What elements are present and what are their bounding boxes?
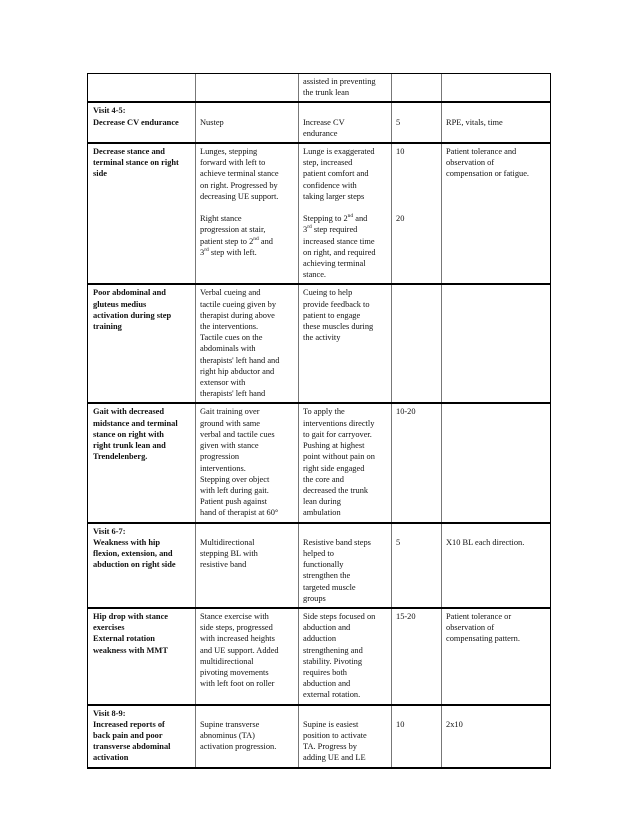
table-row <box>87 142 551 283</box>
cell-line: adduction <box>303 634 337 644</box>
cell-line: activation during step <box>93 310 172 320</box>
cell-line: Lunges, stepping <box>200 147 258 157</box>
cell-line: on right. Progressed by <box>200 180 278 190</box>
problem-cell <box>88 706 196 767</box>
cell-spacer <box>200 708 294 719</box>
cell-line: Nustep <box>200 117 224 127</box>
cell-line: Supine transverse <box>200 719 260 729</box>
intervention-cell <box>196 74 299 101</box>
cell-line: Weakness with hip <box>93 537 161 547</box>
cell-spacer <box>446 526 548 537</box>
cell-line: patient to engage <box>303 310 361 320</box>
cell-line: position to activate <box>303 730 367 740</box>
minutes-cell <box>392 609 442 704</box>
intervention-cell <box>196 404 299 521</box>
cell-spacer <box>396 526 437 537</box>
cell-line: abduction and <box>303 623 351 633</box>
progression-cell <box>442 706 552 767</box>
cell-line: midstance and terminal <box>93 418 178 428</box>
cell-line: requires both <box>303 667 347 677</box>
cell-spacer <box>446 708 548 719</box>
cell-line: abduction and <box>303 679 351 689</box>
cell-line: right side engaged <box>303 463 365 473</box>
cell-line: on right, and required <box>303 247 376 257</box>
minutes-cell <box>392 74 442 101</box>
table-row <box>87 101 551 142</box>
cell-line: given with stance <box>200 441 259 451</box>
cell-line <box>396 191 437 202</box>
cell-line: endurance <box>303 128 338 138</box>
cell-line: activation progression. <box>200 742 277 752</box>
cell-line: provide feedback to <box>303 299 370 309</box>
cell-line: therapists' left hand and <box>200 355 280 365</box>
cell-line: verbal and tactile cues <box>200 429 275 439</box>
minutes-cell <box>392 144 442 283</box>
cell-line: Side steps focused on <box>303 611 376 621</box>
cell-line: 5 <box>396 537 401 547</box>
cell-line: terminal stance on right <box>93 158 179 168</box>
cell-line: pivoting movements <box>200 667 269 677</box>
cell-line: Patient tolerance and <box>446 147 517 157</box>
cell-line: external rotation. <box>303 690 361 700</box>
cell-line: right trunk lean and <box>93 441 166 451</box>
cell-spacer <box>200 105 294 116</box>
visit-label: Visit 6-7: <box>93 526 126 536</box>
cell-line: the activity <box>303 333 341 343</box>
cell-line: therapist during above <box>200 310 275 320</box>
cell-line: resistive band <box>200 560 247 570</box>
cell-line: hand of therapist at 60° <box>200 508 279 518</box>
progression-cell <box>442 609 552 704</box>
problem-cell <box>88 285 196 402</box>
visit-label: Visit 8-9: <box>93 708 126 718</box>
cell-line: 3rd step required <box>303 224 358 235</box>
intervention-cell <box>196 706 299 767</box>
cell-line: Patient tolerance or <box>446 611 512 621</box>
cell-line: RPE, vitals, time <box>446 117 503 127</box>
cell-line: ambulation <box>303 508 341 518</box>
cell-line: lean during <box>303 497 341 507</box>
cell-line: observation of <box>446 158 495 168</box>
cell-line: Patient push against <box>200 497 267 507</box>
cell-line: the core and <box>303 474 344 484</box>
cell-line: X10 BL each direction. <box>446 537 525 547</box>
cell-line: TA. Progress by <box>303 742 357 752</box>
cell-line: multidirectional <box>200 656 254 666</box>
cell-line: exercises <box>93 623 125 633</box>
table-row <box>87 607 551 704</box>
progression-cell <box>442 404 552 521</box>
cell-line: achieve terminal stance <box>200 169 279 179</box>
cell-line: weakness with MMT <box>93 645 168 655</box>
cell-line: forward with left to <box>200 158 266 168</box>
cell-line: and UE support. Added <box>200 645 279 655</box>
table-row <box>87 522 551 607</box>
minutes-cell <box>392 285 442 402</box>
cell-line: side steps, progressed <box>200 623 273 633</box>
intervention-cell <box>196 144 299 283</box>
progression-cell <box>442 103 552 142</box>
cell-line: Trendelenberg. <box>93 452 148 462</box>
cell-line: ground with same <box>200 418 261 428</box>
rationale-cell <box>299 144 392 283</box>
cell-line: the trunk lean <box>303 88 350 98</box>
table-bottom-border <box>87 767 551 769</box>
cell-line: Decrease CV endurance <box>93 117 179 127</box>
cell-line: Right stance <box>200 214 242 224</box>
problem-cell <box>88 609 196 704</box>
table-row <box>87 402 551 521</box>
cell-line: stepping BL with <box>200 548 258 558</box>
cell-line: Stance exercise with <box>200 611 269 621</box>
problem-cell <box>88 404 196 521</box>
cell-line: assisted in preventing <box>303 77 376 86</box>
problem-cell <box>88 103 196 142</box>
intervention-cell <box>196 285 299 402</box>
rationale-cell <box>299 609 392 704</box>
visit-label: Visit 4-5: <box>93 106 126 116</box>
rationale-cell <box>299 404 392 521</box>
cell-line: Resistive band steps <box>303 537 371 547</box>
rationale-cell <box>299 524 392 607</box>
cell-line: stance on right with <box>93 429 164 439</box>
cell-line <box>200 202 294 213</box>
cell-line: activation <box>93 753 129 763</box>
cell-line: 5 <box>396 117 401 127</box>
problem-cell <box>88 144 196 283</box>
cell-line: flexion, extension, and <box>93 548 173 558</box>
cell-line: the interventions. <box>200 322 259 332</box>
minutes-cell <box>392 103 442 142</box>
cell-line <box>396 168 437 179</box>
table-row <box>87 283 551 402</box>
cell-line: Supine is easiest <box>303 719 359 729</box>
cell-line: achieving terminal <box>303 259 366 269</box>
cell-line: progression <box>200 452 240 462</box>
cell-line <box>396 180 437 191</box>
cell-line: abnominus (TA) <box>200 730 255 740</box>
cell-line: 10-20 <box>396 407 416 417</box>
cell-line: interventions. <box>200 463 246 473</box>
rationale-cell <box>299 74 392 101</box>
progression-cell <box>442 144 552 283</box>
cell-line: Hip drop with stance <box>93 611 168 621</box>
cell-line: compensating pattern. <box>446 634 520 644</box>
cell-spacer <box>303 708 387 719</box>
minutes-cell <box>392 706 442 767</box>
progression-cell <box>442 524 552 607</box>
cell-line <box>396 157 437 168</box>
cell-line <box>303 202 387 213</box>
cell-line: To apply the <box>303 407 345 417</box>
cell-line: strengthen the <box>303 571 351 581</box>
cell-line: progression at stair, <box>200 225 266 235</box>
intervention-cell <box>196 609 299 704</box>
problem-cell <box>88 524 196 607</box>
cell-line: training <box>93 322 122 332</box>
cell-line: adding UE and LE <box>303 753 366 763</box>
cell-line: 15-20 <box>396 611 416 621</box>
cell-line: Cueing to help <box>303 288 353 298</box>
cell-line: compensation or fatigue. <box>446 169 530 179</box>
progression-cell <box>442 285 552 402</box>
cell-spacer <box>446 105 548 116</box>
cell-line: 10 <box>396 719 405 729</box>
cell-line: Tactile cues on the <box>200 333 263 343</box>
rationale-cell <box>299 103 392 142</box>
cell-line: patient comfort and <box>303 169 369 179</box>
treatment-table <box>87 73 551 769</box>
cell-line: taking larger steps <box>303 191 365 201</box>
cell-line: functionally <box>303 560 344 570</box>
minutes-cell <box>392 524 442 607</box>
cell-line: stance. <box>303 270 327 280</box>
cell-line: transverse abdominal <box>93 742 171 752</box>
cell-line <box>396 202 437 213</box>
cell-line: targeted muscle <box>303 582 356 592</box>
cell-line: observation of <box>446 623 495 633</box>
cell-line: these muscles during <box>303 322 374 332</box>
cell-spacer <box>396 105 437 116</box>
cell-line: back pain and poor <box>93 730 163 740</box>
cell-line: decreasing UE support. <box>200 191 279 201</box>
cell-line: decreased the trunk <box>303 485 369 495</box>
cell-line: increased stance time <box>303 236 375 246</box>
cell-line: External rotation <box>93 634 155 644</box>
cell-line: point without pain on <box>303 452 375 462</box>
cell-line: Increased reports of <box>93 719 165 729</box>
cell-spacer <box>396 708 437 719</box>
table-row <box>87 73 551 101</box>
cell-line: 10 <box>396 147 405 157</box>
cell-line: stability. Pivoting <box>303 656 363 666</box>
minutes-cell <box>392 404 442 521</box>
cell-line: tactile cueing given by <box>200 299 277 309</box>
cell-line: Increase CV <box>303 117 345 127</box>
cell-line: therapists' left hand <box>200 389 266 399</box>
progression-cell <box>442 74 552 101</box>
cell-line: Stepping over object <box>200 474 270 484</box>
problem-cell <box>88 74 196 101</box>
cell-line: 3rd step with left. <box>200 247 257 257</box>
cell-spacer <box>303 105 387 116</box>
cell-line: Multidirectional <box>200 537 255 547</box>
cell-line: with increased heights <box>200 634 275 644</box>
cell-line: Gait with decreased <box>93 407 165 417</box>
cell-line: 2x10 <box>446 719 463 729</box>
cell-spacer <box>303 526 387 537</box>
cell-line: step, increased <box>303 158 353 168</box>
cell-line: to gait for carryover. <box>303 429 372 439</box>
cell-line: right hip abductor and <box>200 366 275 376</box>
cell-spacer <box>200 526 294 537</box>
cell-line: Verbal cueing and <box>200 288 261 298</box>
cell-line: 20 <box>396 214 405 224</box>
cell-line: with left foot on roller <box>200 679 275 689</box>
table-row <box>87 704 551 767</box>
cell-line: Gait training over <box>200 407 260 417</box>
intervention-cell <box>196 103 299 142</box>
cell-line: Pushing at highest <box>303 441 365 451</box>
rationale-cell <box>299 706 392 767</box>
cell-line: Decrease stance and <box>93 147 165 157</box>
cell-line: gluteus medius <box>93 299 147 309</box>
cell-line: abduction on right side <box>93 560 176 570</box>
cell-line: groups <box>303 593 326 603</box>
cell-line: side <box>93 169 107 179</box>
cell-line: Stepping to 2nd and <box>303 213 368 224</box>
intervention-cell <box>196 524 299 607</box>
cell-line: patient step to 2nd and <box>200 235 273 246</box>
cell-line: Lunge is exaggerated <box>303 147 375 157</box>
rationale-cell <box>299 285 392 402</box>
cell-line: interventions directly <box>303 418 375 428</box>
cell-line: with left during gait. <box>200 485 269 495</box>
cell-line: confidence with <box>303 180 357 190</box>
cell-line: helped to <box>303 548 334 558</box>
cell-line: extensor with <box>200 378 246 388</box>
cell-line: Poor abdominal and <box>93 288 166 298</box>
cell-line: abdominals with <box>200 344 256 354</box>
cell-line: strengthening and <box>303 645 363 655</box>
